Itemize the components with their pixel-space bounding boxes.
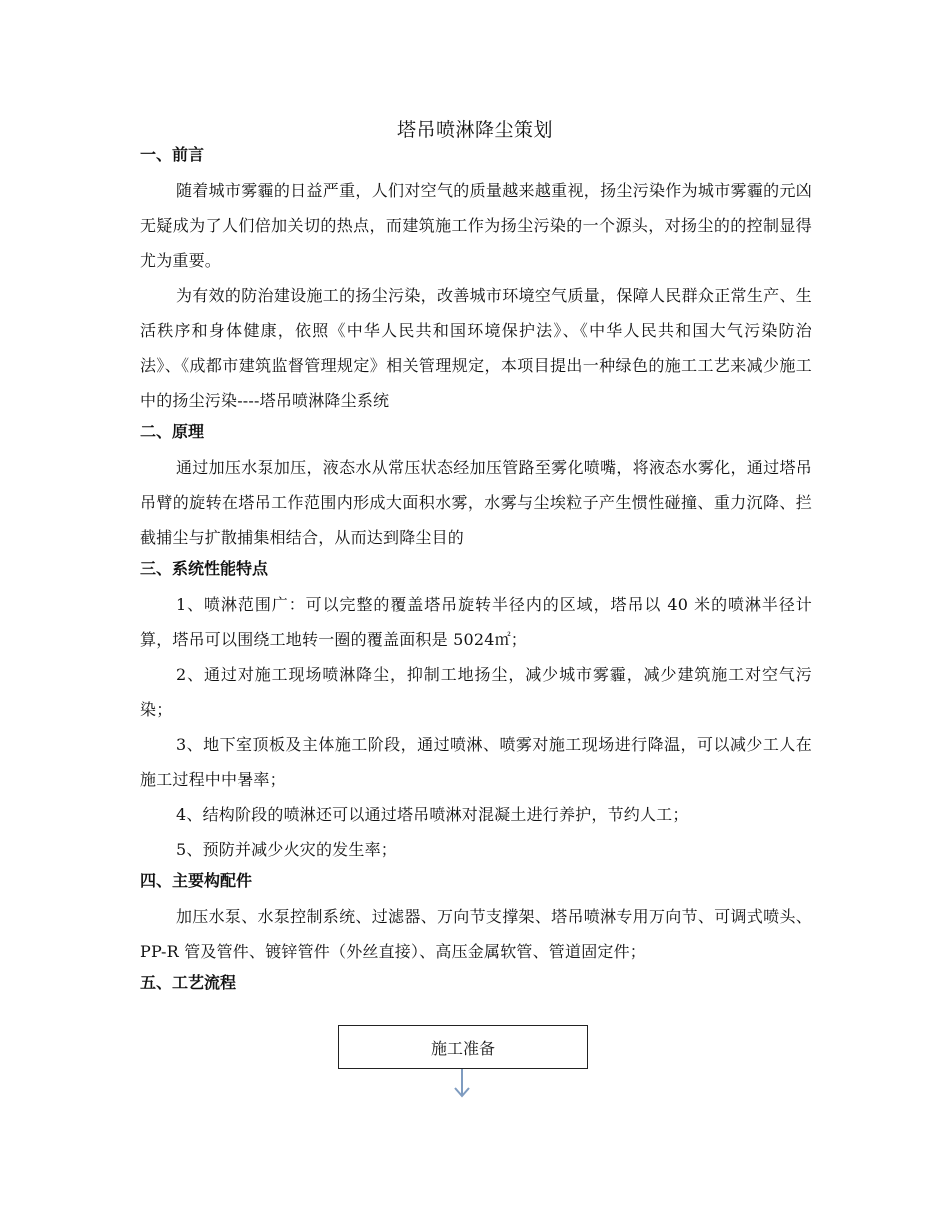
feature-item-3: 3、地下室顶板及主体施工阶段，通过喷淋、喷雾对施工现场进行降温，可以减少工人在施工过程中中暑率；: [140, 735, 812, 789]
arrow-down-icon: [452, 1069, 472, 1099]
principle-paragraph: 通过加压水泵加压，液态水从常压状态经加压管路至雾化喷嘴，将液态水雾化，通过塔吊吊臂的旋转在塔吊工作范围内形成大面积水雾，水雾与尘埃粒子产生惯性碰撞、重力沉降、拦截捕尘与扩散捕集相结合，从而达到降尘目的: [140, 458, 812, 547]
section-heading-features: 三、系统性能特点: [140, 559, 269, 578]
section-heading-preface: 一、前言: [140, 145, 205, 164]
document-body: [140, 141, 812, 1001]
section-heading-process-flow: 五、工艺流程: [140, 973, 237, 992]
feature-item-2: 2、通过对施工现场喷淋降尘，抑制工地扬尘，减少城市雾霾，减少建筑施工对空气污染；: [140, 665, 812, 719]
document-title: 塔吊喷淋降尘策划: [396, 119, 553, 141]
preface-paragraph-1: 随着城市雾霾的日益严重，人们对空气的质量越来越重视，扬尘污染作为城市雾霾的元凶无疑成为了人们倍加关切的热点，而建筑施工作为扬尘污染的一个源头，对扬尘的的控制显得尤为重要。: [140, 181, 812, 270]
flowchart-step-box: [338, 1025, 588, 1069]
section-heading-components: 四、主要构配件: [140, 871, 253, 890]
flowchart-step-label: 施工准备: [430, 1038, 495, 1058]
section-heading-principle: 二、原理: [140, 422, 205, 441]
feature-item-5: 5、预防并减少火灾的发生率；: [176, 840, 397, 859]
feature-item-1: 1、喷淋范围广：可以完整的覆盖塔吊旋转半径内的区域，塔吊以 40 米的喷淋半径计算，塔吊可以围绕工地转一圈的覆盖面积是 5024㎡；: [140, 595, 812, 649]
feature-item-4: 4、结构阶段的喷淋还可以通过塔吊喷淋对混凝土进行养护，节约人工；: [176, 805, 689, 824]
components-paragraph: 加压水泵、水泵控制系统、过滤器、万向节支撑架、塔吊喷淋专用万向节、可调式喷头、PP-R 管及管件、镀锌管件（外丝直接）、高压金属软管、管道固定件；: [140, 907, 812, 961]
preface-paragraph-2: 为有效的防治建设施工的扬尘污染，改善城市环境空气质量，保障人民群众正常生产、生活秩序和身体健康，依照《中华人民共和国环境保护法》、《中华人民共和国大气污染防治法》、《成都市建筑监督管理规定》相关管理规定，本项目提出一种绿色的施工工艺来减少施工中的扬尘污染----塔吊喷淋降尘系统: [140, 286, 812, 410]
